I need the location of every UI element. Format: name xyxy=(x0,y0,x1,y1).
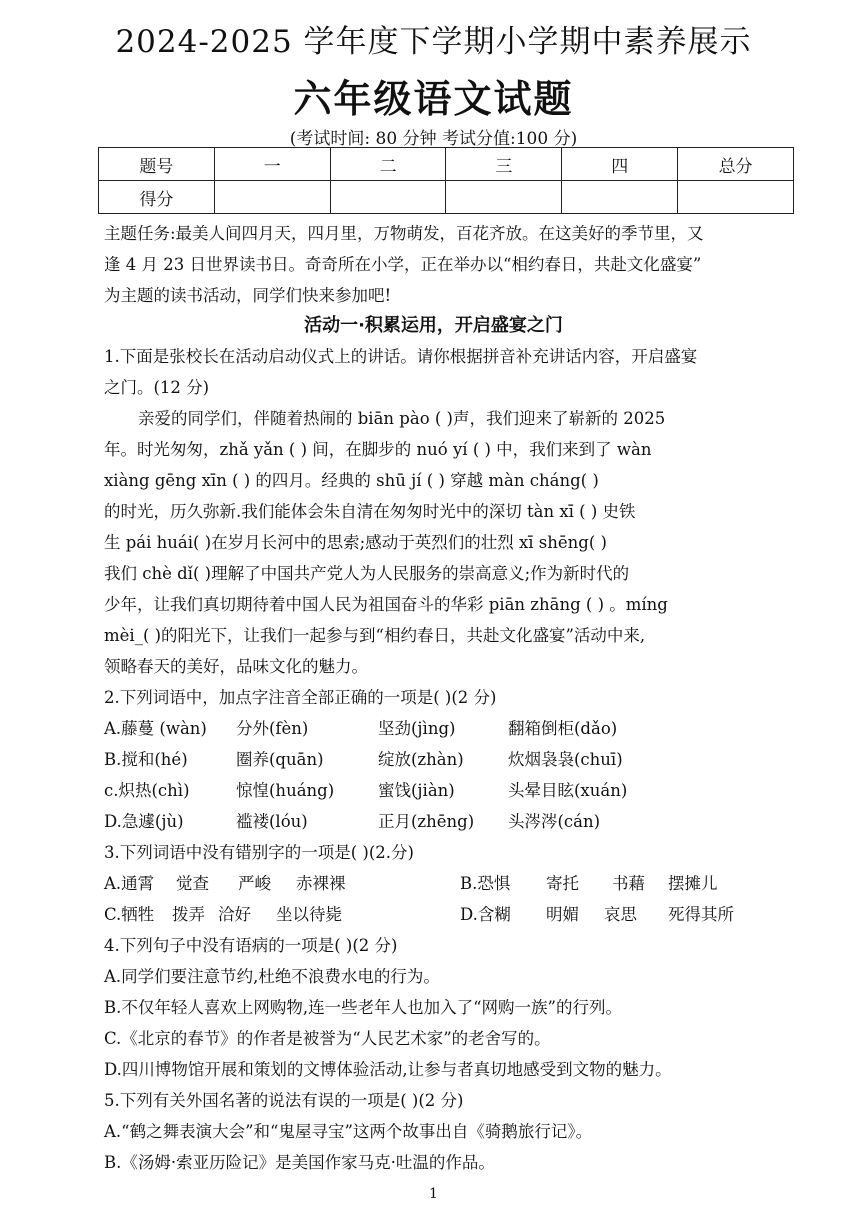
exam-title: 2024-2025 学年度下学期小学期中素养展示 xyxy=(115,24,752,60)
score-cell: 题号 xyxy=(99,148,215,181)
option-item: 头晕目眩(xuán) xyxy=(508,781,628,800)
exam-subject-title: 六年级语文试题 xyxy=(293,77,574,121)
question-stem: 5.下列有关外国名著的说法有误的一项是( )(2 分) xyxy=(104,1091,464,1110)
option-item: A.同学们要注意节约,杜绝不浪费水电的行为。 xyxy=(104,967,440,986)
option-item: 蜜饯(jiàn) xyxy=(378,781,455,800)
option-item: 分外(fèn) xyxy=(236,719,309,738)
option-item: c.炽热(chì) xyxy=(104,781,190,800)
option-item: 正月(zhēng) xyxy=(378,812,475,831)
option-item: C.《北京的春节》的作者是被誉为“人民艺术家”的老舍写的。 xyxy=(104,1029,551,1048)
question-stem: 2.下列词语中，加点字注音全部正确的一项是( )(2 分) xyxy=(104,688,497,707)
score-cell xyxy=(330,181,446,214)
section-heading: 活动一·积累运用，开启盛宴之门 xyxy=(304,315,563,336)
score-cell: 得分 xyxy=(99,181,215,214)
question-stem: 之门。(12 分) xyxy=(104,378,210,397)
intro-line: 主题任务:最美人间四月天，四月里，万物萌发，百花齐放。在这美好的季节里，又 xyxy=(104,224,704,243)
option-item: 寄托 xyxy=(546,874,579,893)
passage-line: 我们 chè dǐ( )理解了中国共产党人为人民服务的崇高意义;作为新时代的 xyxy=(104,564,630,583)
option-item: 赤裸裸 xyxy=(296,874,346,893)
option-item: 拨弄 xyxy=(172,905,205,924)
passage-line: xiàng gēng xīn ( ) 的四月。经典的 shū jí ( ) 穿越 màn cháng( ) xyxy=(104,471,599,490)
score-cell: 二 xyxy=(330,148,446,181)
score-cell: 四 xyxy=(562,148,678,181)
option-item: 严峻 xyxy=(238,874,271,893)
option-item: 翻箱倒柜(dǎo) xyxy=(508,719,618,738)
option-item: B.《汤姆·索亚历险记》是美国作家马克·吐温的作品。 xyxy=(104,1153,495,1172)
score-table-score-row xyxy=(99,181,794,214)
score-table xyxy=(98,147,794,214)
option-item: 书藉 xyxy=(612,874,645,893)
option-item: D.四川博物馆开展和策划的文博体验活动,让参与者真切地感受到文物的魅力。 xyxy=(104,1060,672,1079)
option-item: 头涔涔(cán) xyxy=(508,812,601,831)
intro-line: 为主题的读书活动，同学们快来参加吧! xyxy=(104,286,392,305)
score-table-header-row xyxy=(99,148,794,181)
option-item: 坚劲(jìng) xyxy=(378,719,456,738)
passage-line: 的时光，历久弥新.我们能体会朱自清在匆匆时光中的深切 tàn xī ( ) 史铁 xyxy=(104,502,636,521)
option-item: C.牺牲 xyxy=(104,905,155,924)
passage-line: 亲爱的同学们，伴随着热闹的 biān pào ( )声，我们迎来了崭新的 2025 xyxy=(138,409,666,428)
option-item: 炊烟袅袅(chuī) xyxy=(508,750,623,769)
option-item: A.“鹤之舞表演大会”和“鬼屋寻宝”这两个故事出自《骑鹅旅行记》。 xyxy=(104,1122,593,1141)
score-cell: 总分 xyxy=(678,148,794,181)
exam-info: (考试时间: 80 分钟 考试分值:100 分) xyxy=(289,129,578,149)
intro-line: 逢 4 月 23 日世界读书日。奇奇所在小学，正在举办以“相约春日，共赴文化盛宴” xyxy=(104,255,702,274)
score-cell: 三 xyxy=(446,148,562,181)
option-item: B.不仅年轻人喜欢上网购物,连一些老年人也加入了“网购一族”的行列。 xyxy=(104,998,622,1017)
score-cell xyxy=(562,181,678,214)
passage-line: 领略春天的美好，品味文化的魅力。 xyxy=(104,657,368,676)
option-item: A.通霄 xyxy=(104,874,155,893)
option-item: 绽放(zhàn) xyxy=(378,750,464,769)
score-cell xyxy=(214,181,330,214)
question-stem: 3.下列词语中没有错别字的一项是( )(2.分) xyxy=(104,843,414,862)
option-item: 哀思 xyxy=(604,905,637,924)
passage-line: 少年，让我们真切期待着中国人民为祖国奋斗的华彩 piān zhāng ( ) 。míng xyxy=(104,595,668,614)
option-item: 褴褛(lóu) xyxy=(236,812,308,831)
question-stem: 4.下列句子中没有语病的一项是( )(2 分) xyxy=(104,936,398,955)
option-item: 觉查 xyxy=(176,874,209,893)
option-item: 坐以待毙 xyxy=(276,905,342,924)
option-item: B.恐惧 xyxy=(460,874,511,893)
question-stem: 1.下面是张校长在活动启动仪式上的讲话。请你根据拼音补充讲话内容，开启盛宴 xyxy=(104,347,698,366)
option-item: D.含糊 xyxy=(460,905,511,924)
passage-line: 生 pái huái( )在岁月长河中的思索;感动于英烈们的壮烈 xī shēng( ) xyxy=(104,533,607,552)
option-item: 摆摊儿 xyxy=(668,874,718,893)
option-item: 圈养(quān) xyxy=(236,750,324,769)
page-number: 1 xyxy=(429,1186,438,1202)
option-item: A.藤蔓 (wàn) xyxy=(104,719,207,738)
option-item: 死得其所 xyxy=(668,905,734,924)
option-item: D.急遽(jù) xyxy=(104,812,184,831)
passage-line: mèi_( )的阳光下，让我们一起参与到“相约春日，共赴文化盛宴”活动中来, xyxy=(104,626,646,645)
option-item: 明媚 xyxy=(546,905,579,924)
option-item: 惊惶(huáng) xyxy=(236,781,335,800)
option-item: B.搅和(hé) xyxy=(104,750,188,769)
score-cell xyxy=(446,181,562,214)
score-cell: 一 xyxy=(214,148,330,181)
score-cell xyxy=(678,181,794,214)
passage-line: 年。时光匆匆，zhǎ yǎn ( ) 间，在脚步的 nuó yí ( ) 中，我们来到了 wàn xyxy=(104,440,652,459)
option-item: 洽好 xyxy=(218,905,251,924)
